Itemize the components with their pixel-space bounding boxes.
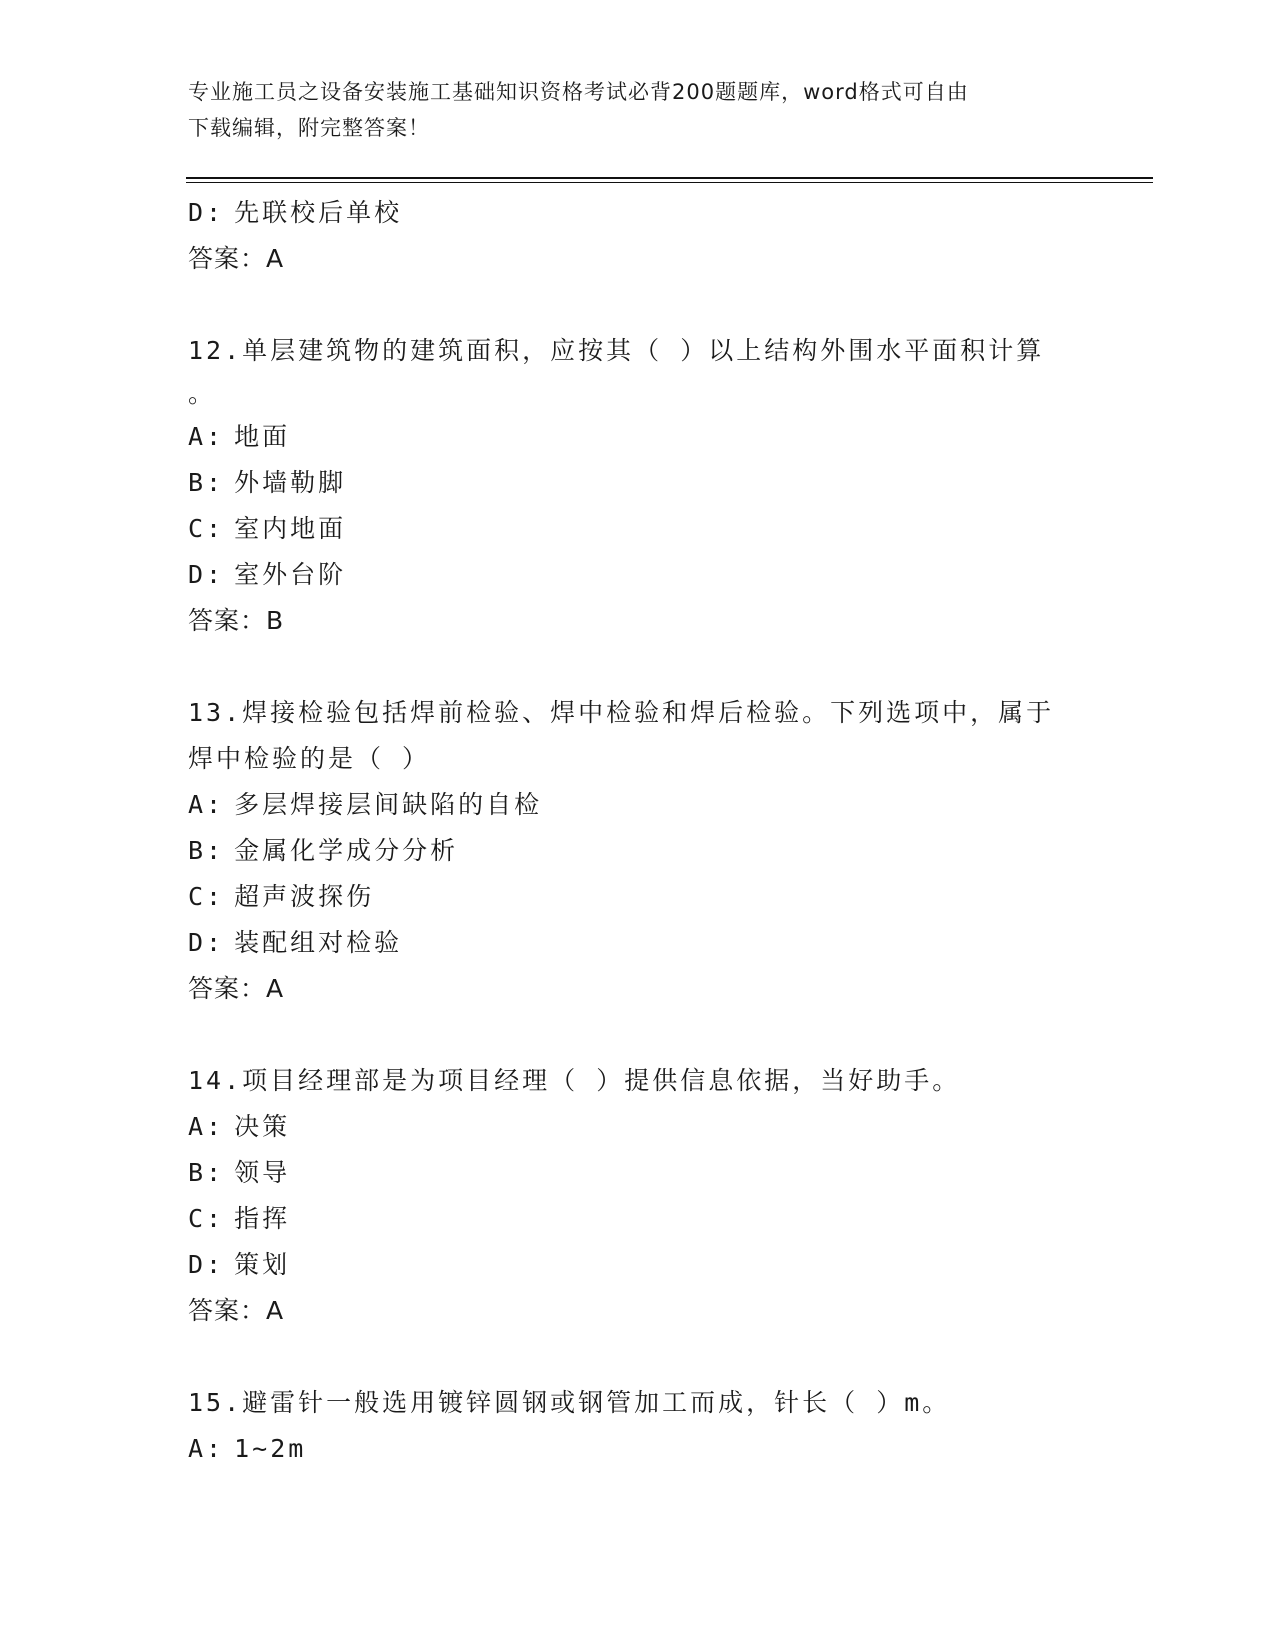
question-13 — [188, 690, 1088, 1012]
header-title-line-2: 下载编辑，附完整答案！ — [188, 116, 430, 140]
option-d: D: 装配组对检验 — [188, 928, 403, 957]
question-list — [188, 190, 1088, 1472]
option-d: D: 策划 — [188, 1250, 291, 1279]
answer: 答案：A — [188, 974, 285, 1003]
option-b: B: 领导 — [188, 1158, 291, 1187]
header-rule-thick — [186, 177, 1153, 179]
question-stem-continued: 。 — [188, 379, 217, 408]
answer: 答案：B — [188, 606, 285, 635]
option-d: D: 室外台阶 — [188, 560, 347, 589]
option-c: C: 超声波探伤 — [188, 882, 375, 911]
option-a: A: 地面 — [188, 422, 291, 451]
option-b: B: 金属化学成分分析 — [188, 836, 459, 865]
option-b: B: 外墙勒脚 — [188, 468, 347, 497]
answer: 答案：A — [188, 244, 285, 273]
question-stem-continued: 焊中检验的是（ ） — [188, 744, 431, 773]
header-title-line-1: 专业施工员之设备安装施工基础知识资格考试必背200题题库，word格式可自由 — [188, 80, 969, 104]
option-a: A: 决策 — [188, 1112, 291, 1141]
option-d: D: 先联校后单校 — [188, 198, 403, 227]
question-stem: 15.避雷针一般选用镀锌圆钢或钢管加工而成，针长（ ）m。 — [188, 1388, 951, 1417]
question-14 — [188, 1058, 1088, 1334]
option-a: A: 多层焊接层间缺陷的自检 — [188, 790, 543, 819]
option-a: A: 1~2m — [188, 1434, 307, 1463]
question-12 — [188, 328, 1088, 644]
option-c: C: 指挥 — [188, 1204, 291, 1233]
question-stem: 12.单层建筑物的建筑面积，应按其（ ）以上结构外围水平面积计算 — [188, 336, 1045, 365]
document-header — [188, 74, 1068, 146]
question-stem: 13.焊接检验包括焊前检验、焊中检验和焊后检验。下列选项中，属于 — [188, 698, 1055, 727]
option-c: C: 室内地面 — [188, 514, 347, 543]
header-rule-thin — [186, 182, 1153, 183]
question-15 — [188, 1380, 1088, 1472]
answer: 答案：A — [188, 1296, 285, 1325]
question-stem: 14.项目经理部是为项目经理（ ）提供信息依据，当好助手。 — [188, 1066, 961, 1095]
